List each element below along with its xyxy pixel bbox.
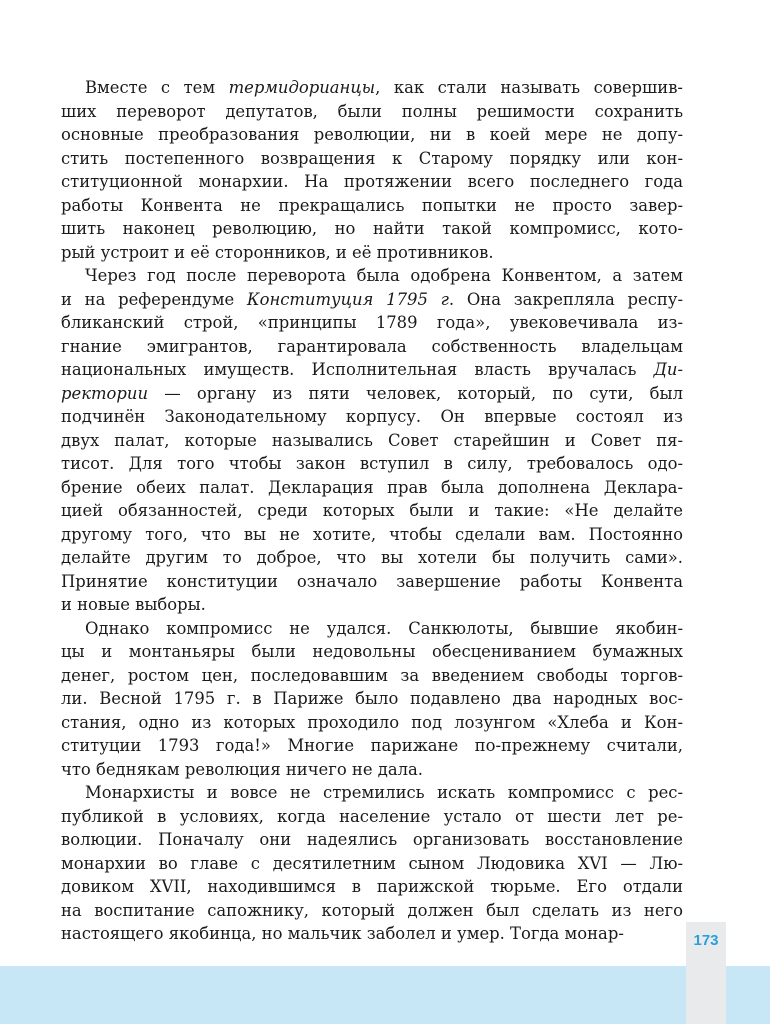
text-line: [61, 570, 683, 594]
text-run: цы и монтаньяры были недовольны обесцениванием бумажных: [61, 642, 683, 661]
text-run: и новые выборы.: [61, 595, 206, 614]
text-run: Однако компромисс не удался. Санкюлоты, бывшие якобин-: [85, 618, 683, 638]
text-line: [61, 640, 683, 664]
paragraph: [61, 76, 683, 264]
text-run: основные преобразования революции, ни в коей мере не допу-: [61, 125, 683, 144]
text-line: [61, 382, 683, 406]
text-line: [61, 617, 683, 641]
text-line: [61, 593, 683, 617]
text-line: [61, 875, 683, 899]
text-run: настоящего якобинца, но мальчик заболел и умер. Тогда монар-: [61, 924, 624, 943]
text-line: [61, 523, 683, 547]
text-run: ституции 1793 года!» Многие парижане по-прежнему считали,: [61, 736, 683, 755]
text-line: [61, 852, 683, 876]
text-run: национальных имуществ. Исполнительная власть вручалась: [61, 360, 654, 379]
text-run: шить наконец революцию, но найти такой компромисс, кото-: [61, 219, 683, 238]
text-line: [61, 335, 683, 359]
text-line: [61, 147, 683, 171]
text-line: [61, 828, 683, 852]
text-line: [61, 170, 683, 194]
text-run: брение обеих палат. Декларация прав была дополнена Деклара-: [61, 477, 683, 497]
text-run: публикой в условиях, когда население устало от шести лет ре-: [61, 806, 683, 826]
text-line: [61, 546, 683, 570]
text-run: Принятие конституции означало завершение работы Конвента: [61, 571, 683, 591]
text-line: [61, 899, 683, 923]
text-run: что беднякам революция ничего не дала.: [61, 759, 424, 779]
text-run: на воспитание сапожнику, который должен был сделать из него: [61, 900, 683, 920]
text-run: Через год после переворота была одобрена Конвентом, а затем: [85, 266, 683, 285]
text-run: ших переворот депутатов, были полны решимости сохранить: [61, 101, 683, 121]
paragraph: [61, 781, 683, 946]
italic-term: термидорианцы: [228, 78, 376, 97]
text-line: [61, 123, 683, 147]
text-line: [61, 922, 683, 946]
text-run: бликанский строй, «принципы 1789 года», увековечивала из-: [61, 313, 683, 332]
text-line: [61, 734, 683, 758]
text-line: [61, 241, 683, 265]
text-run: и на референдуме: [61, 289, 247, 309]
text-line: [61, 429, 683, 453]
text-run: . Она закрепляла респу-: [448, 289, 683, 309]
text-line: [61, 758, 683, 782]
text-line: [61, 405, 683, 429]
text-run: гнание эмигрантов, гарантировала собственность владельцам: [61, 336, 683, 356]
text-line: [61, 194, 683, 218]
text-line: [61, 288, 683, 312]
text-line: [61, 687, 683, 711]
text-line: [61, 452, 683, 476]
italic-term: Конституция 1795 г: [246, 289, 449, 309]
text-line: [61, 499, 683, 523]
italic-term: Ди-: [653, 360, 683, 379]
text-line: [61, 217, 683, 241]
text-run: , как стали называть совершив-: [375, 78, 683, 97]
text-line: [61, 100, 683, 124]
text-line: [61, 711, 683, 735]
paragraph: [61, 617, 683, 782]
text-run: денег, ростом цен, последовавшим за введением свободы торгов-: [61, 665, 683, 685]
text-run: ституционной монархии. На протяжении всего последнего года: [61, 172, 683, 191]
text-run: довиком XVII, находившимся в парижской тюрьме. Его отдали: [61, 877, 683, 896]
text-run: тисот. Для того чтобы закон вступил в силу, требовалось одо-: [61, 454, 683, 473]
body-text: [61, 76, 683, 946]
text-run: другому того, что вы не хотите, чтобы сделали вам. Постоянно: [61, 524, 683, 544]
text-run: делайте другим то доброе, что вы хотели бы получить сами».: [61, 548, 683, 567]
text-run: стания, одно из которых проходило под лозунгом «Хлеба и Кон-: [61, 712, 683, 732]
text-line: [61, 781, 683, 805]
text-run: монархии во главе с десятилетним сыном Людовика XVI — Лю-: [61, 853, 683, 873]
text-line: [61, 664, 683, 688]
text-line: [61, 476, 683, 500]
footer-band: [0, 966, 770, 1024]
text-run: рый устроит и её сторонников, и её противников.: [61, 242, 494, 262]
text-run: работы Конвента не прекращались попытки не просто завер-: [61, 195, 683, 215]
text-run: цией обязанностей, среди которых были и такие: «Не делайте: [61, 501, 683, 520]
text-run: Монархисты и вовсе не стремились искать компромисс с рес-: [85, 783, 683, 802]
text-run: волюции. Поначалу они надеялись организовать восстановление: [61, 830, 683, 849]
text-run: стить постепенного возвращения к Старому порядку или кон-: [61, 148, 683, 168]
text-line: [61, 76, 683, 100]
page-number: 173: [693, 932, 719, 949]
italic-term: ректории: [61, 383, 148, 403]
text-run: двух палат, которые назывались Совет старейшин и Совет пя-: [61, 430, 683, 450]
text-line: [61, 805, 683, 829]
text-run: Вместе с тем: [85, 78, 229, 97]
text-line: [61, 311, 683, 335]
text-run: подчинён Законодательному корпусу. Он впервые состоял из: [61, 407, 683, 426]
text-run: ли. Весной 1795 г. в Париже было подавлено два народных вос-: [61, 689, 683, 708]
text-line: [61, 264, 683, 288]
text-run: — органу из пяти человек, который, по сути, был: [148, 383, 683, 403]
paragraph: [61, 264, 683, 617]
text-line: [61, 358, 683, 382]
